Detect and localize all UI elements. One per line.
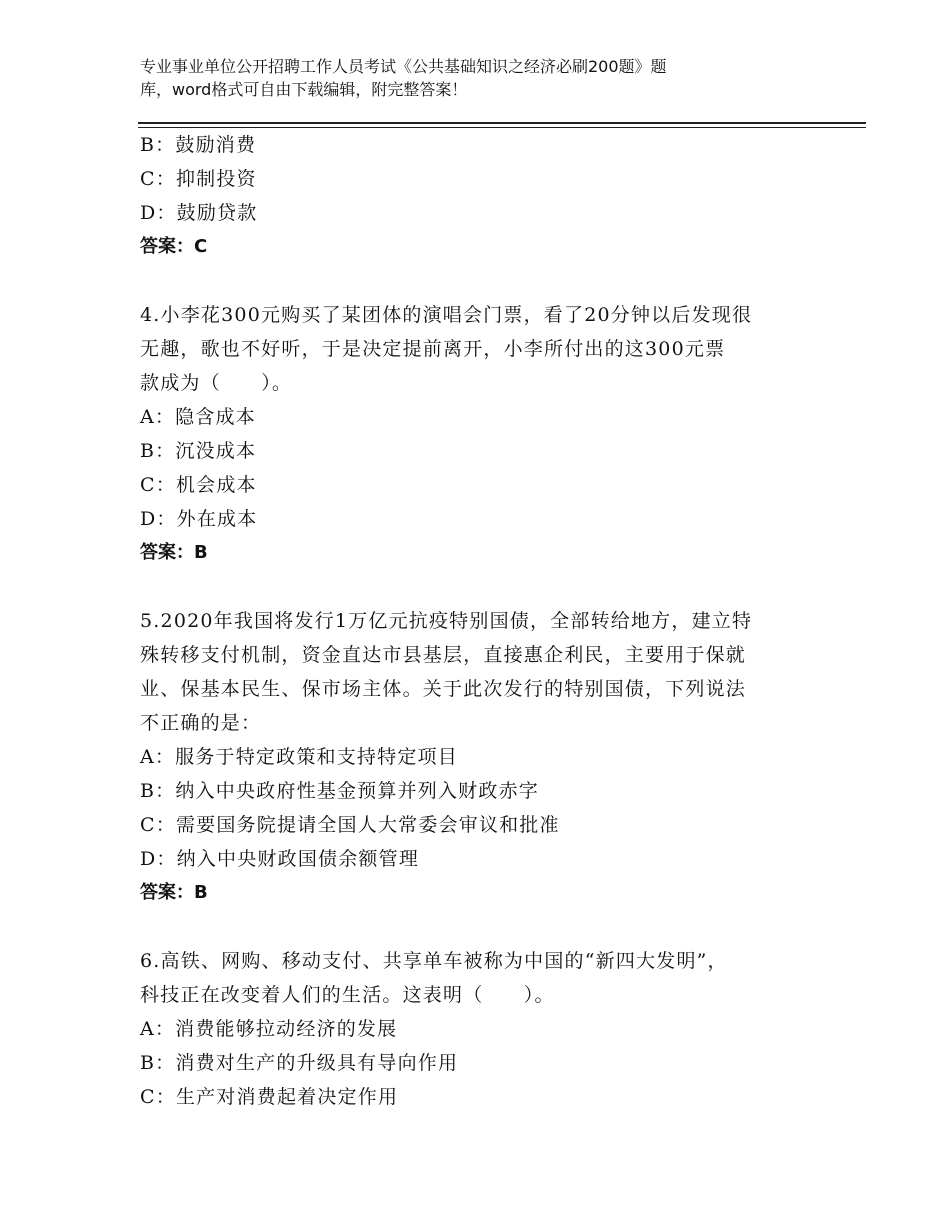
option-b: B：鼓励消费: [140, 134, 257, 156]
option-d: D：外在成本: [140, 508, 258, 530]
question-3-tail: [140, 128, 820, 264]
question-stem-line: 业、保基本民生、保市场主体。关于此次发行的特别国债，下列说法: [140, 678, 747, 700]
header-line-2: 库，word格式可自由下载编辑，附完整答案！: [140, 80, 468, 99]
option-a: A：隐含成本: [140, 406, 256, 428]
question-stem-line: 殊转移支付机制，资金直达市县基层，直接惠企利民，主要用于保就: [140, 644, 747, 666]
option-a: A：服务于特定政策和支持特定项目: [140, 746, 458, 768]
document-body: [140, 128, 820, 1114]
option-b: B：消费对生产的升级具有导向作用: [140, 1052, 459, 1074]
question-stem-line: 5.2020年我国将发行1万亿元抗疫特别国债，全部转给地方，建立特: [140, 610, 753, 632]
header-line-1: 专业事业单位公开招聘工作人员考试《公共基础知识之经济必刷200题》题: [140, 57, 667, 76]
question-stem-line: 不正确的是：: [140, 712, 262, 734]
header-rule-thick: [138, 122, 866, 124]
option-c: C：抑制投资: [140, 168, 257, 190]
option-a: A：消费能够拉动经济的发展: [140, 1018, 398, 1040]
question-4: [140, 298, 820, 570]
option-d: D：鼓励贷款: [140, 202, 258, 224]
option-b: B：沉没成本: [140, 440, 257, 462]
answer: 答案：B: [140, 882, 208, 903]
option-c: C：机会成本: [140, 474, 257, 496]
question-5: [140, 604, 820, 910]
question-stem-line: 4.小李花300元购买了某团体的演唱会门票，看了20分钟以后发现很: [140, 304, 753, 326]
option-d: D：纳入中央财政国债余额管理: [140, 848, 420, 870]
answer: 答案：C: [140, 236, 208, 257]
option-b: B：纳入中央政府性基金预算并列入财政赤字: [140, 780, 539, 802]
question-stem-line: 款成为（ ）。: [140, 372, 293, 394]
question-stem-line: 无趣，歌也不好听，于是决定提前离开，小李所付出的这300元票: [140, 338, 726, 360]
question-stem-line: 6.高铁、网购、移动支付、共享单车被称为中国的“新四大发明”，: [140, 950, 728, 972]
option-c: C：生产对消费起着决定作用: [140, 1086, 399, 1108]
answer: 答案：B: [140, 542, 208, 563]
question-6: [140, 944, 820, 1114]
document-header: [140, 55, 860, 101]
option-c: C：需要国务院提请全国人大常委会审议和批准: [140, 814, 560, 836]
question-stem-line: 科技正在改变着人们的生活。这表明（ ）。: [140, 984, 555, 1006]
